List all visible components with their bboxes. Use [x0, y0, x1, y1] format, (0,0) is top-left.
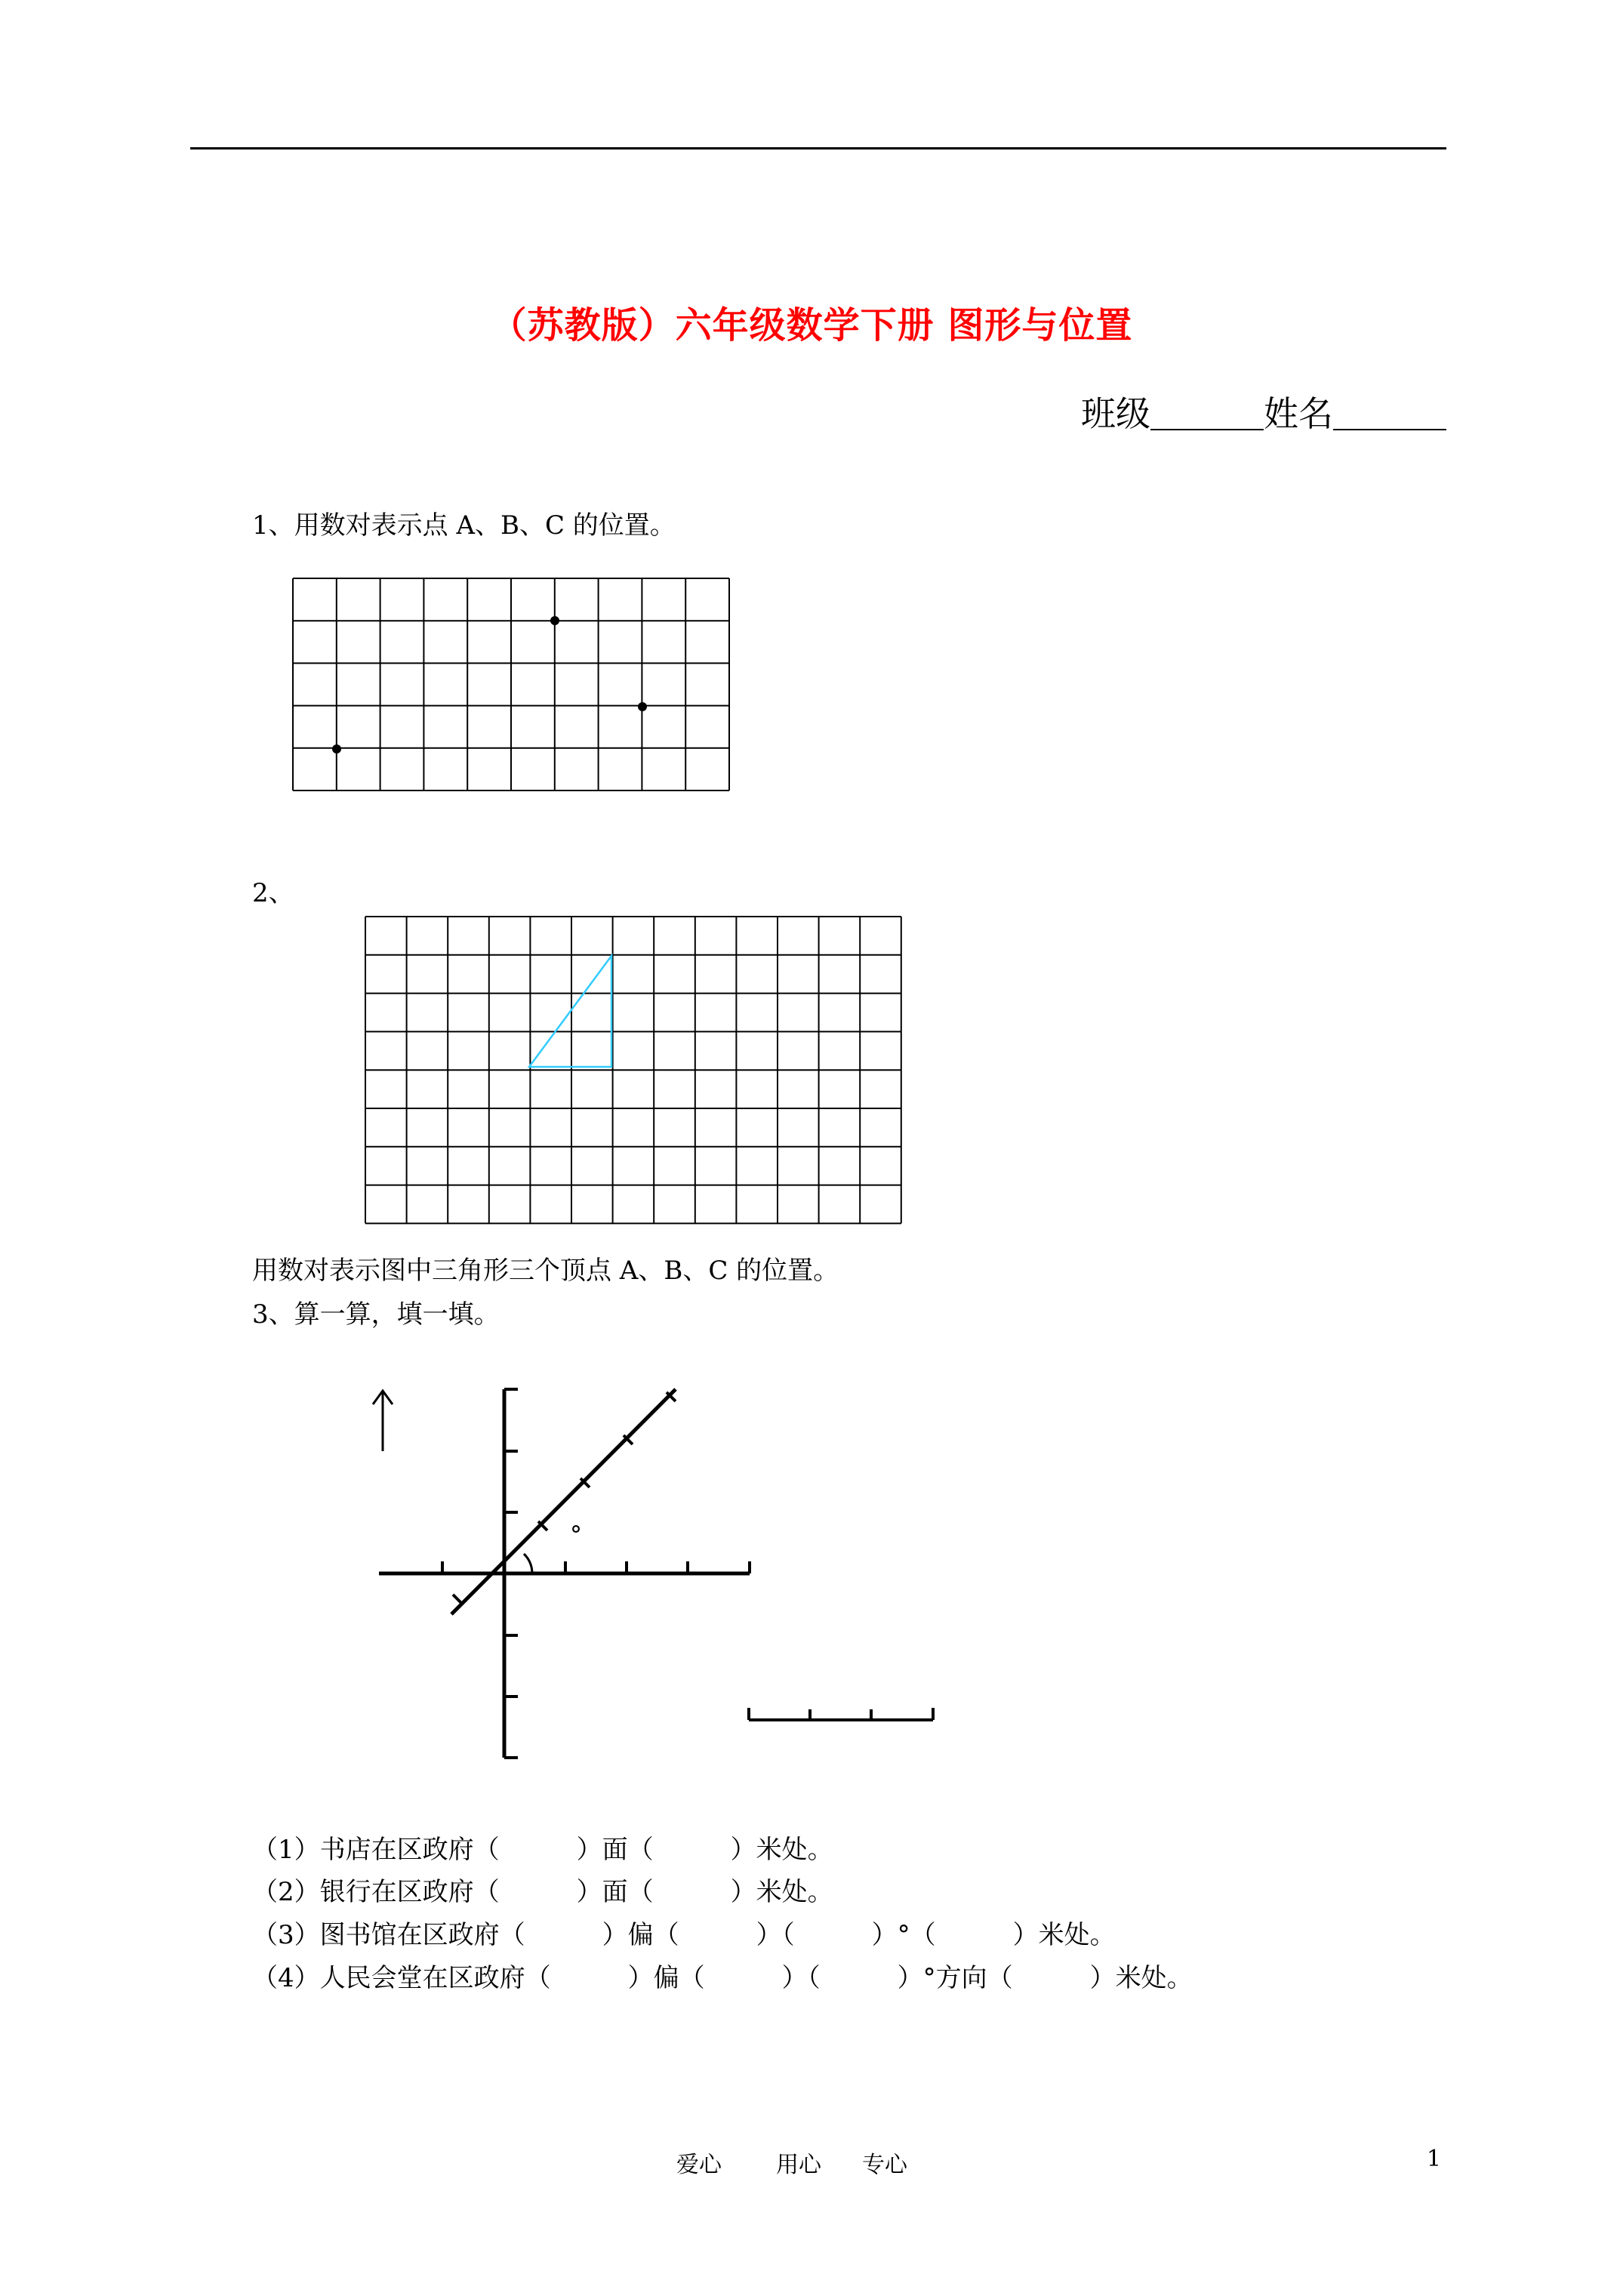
footer-motto-1: 爱心: [676, 2152, 722, 2178]
question-2-text: 用数对表示图中三角形三个顶点 A、B、C 的位置。: [252, 1256, 839, 1286]
question-1-text: 1、用数对表示点 A、B、C 的位置。: [252, 510, 676, 541]
north-arrow-icon: [373, 1391, 393, 1451]
class-label: 班级: [1081, 393, 1150, 434]
scale-bar: [749, 1708, 933, 1720]
name-label: 姓名: [1264, 393, 1333, 434]
question-3-item-4: （4）人民会堂在区政府（ ）偏（ ）（ ）°方向（ ）米处。: [252, 1963, 1193, 1993]
page-number: 1: [1427, 2146, 1442, 2172]
question-3-item-2: （2）银行在区政府（ ）面（ ）米处。: [252, 1877, 833, 1907]
footer-motto-3: 专心: [862, 2152, 907, 2178]
question-3-text: 3、算一算，填一填。: [252, 1299, 500, 1330]
question-2-number: 2、: [252, 878, 294, 908]
question-3-item-3: （3）图书馆在区政府（ ）偏（ ）（ ）°（ ）米处。: [252, 1920, 1116, 1950]
degree-mark: °: [570, 1521, 582, 1549]
diagonal-axis: [451, 1389, 676, 1614]
tick-mark: [453, 1595, 462, 1604]
footer-motto-2: 用心: [776, 2152, 821, 2178]
angle-arc: [524, 1554, 532, 1573]
question-3-item-1: （1）书店在区政府（ ）面（ ）米处。: [252, 1835, 833, 1865]
page-title: （苏教版）六年级数学下册 图形与位置: [490, 304, 1133, 347]
